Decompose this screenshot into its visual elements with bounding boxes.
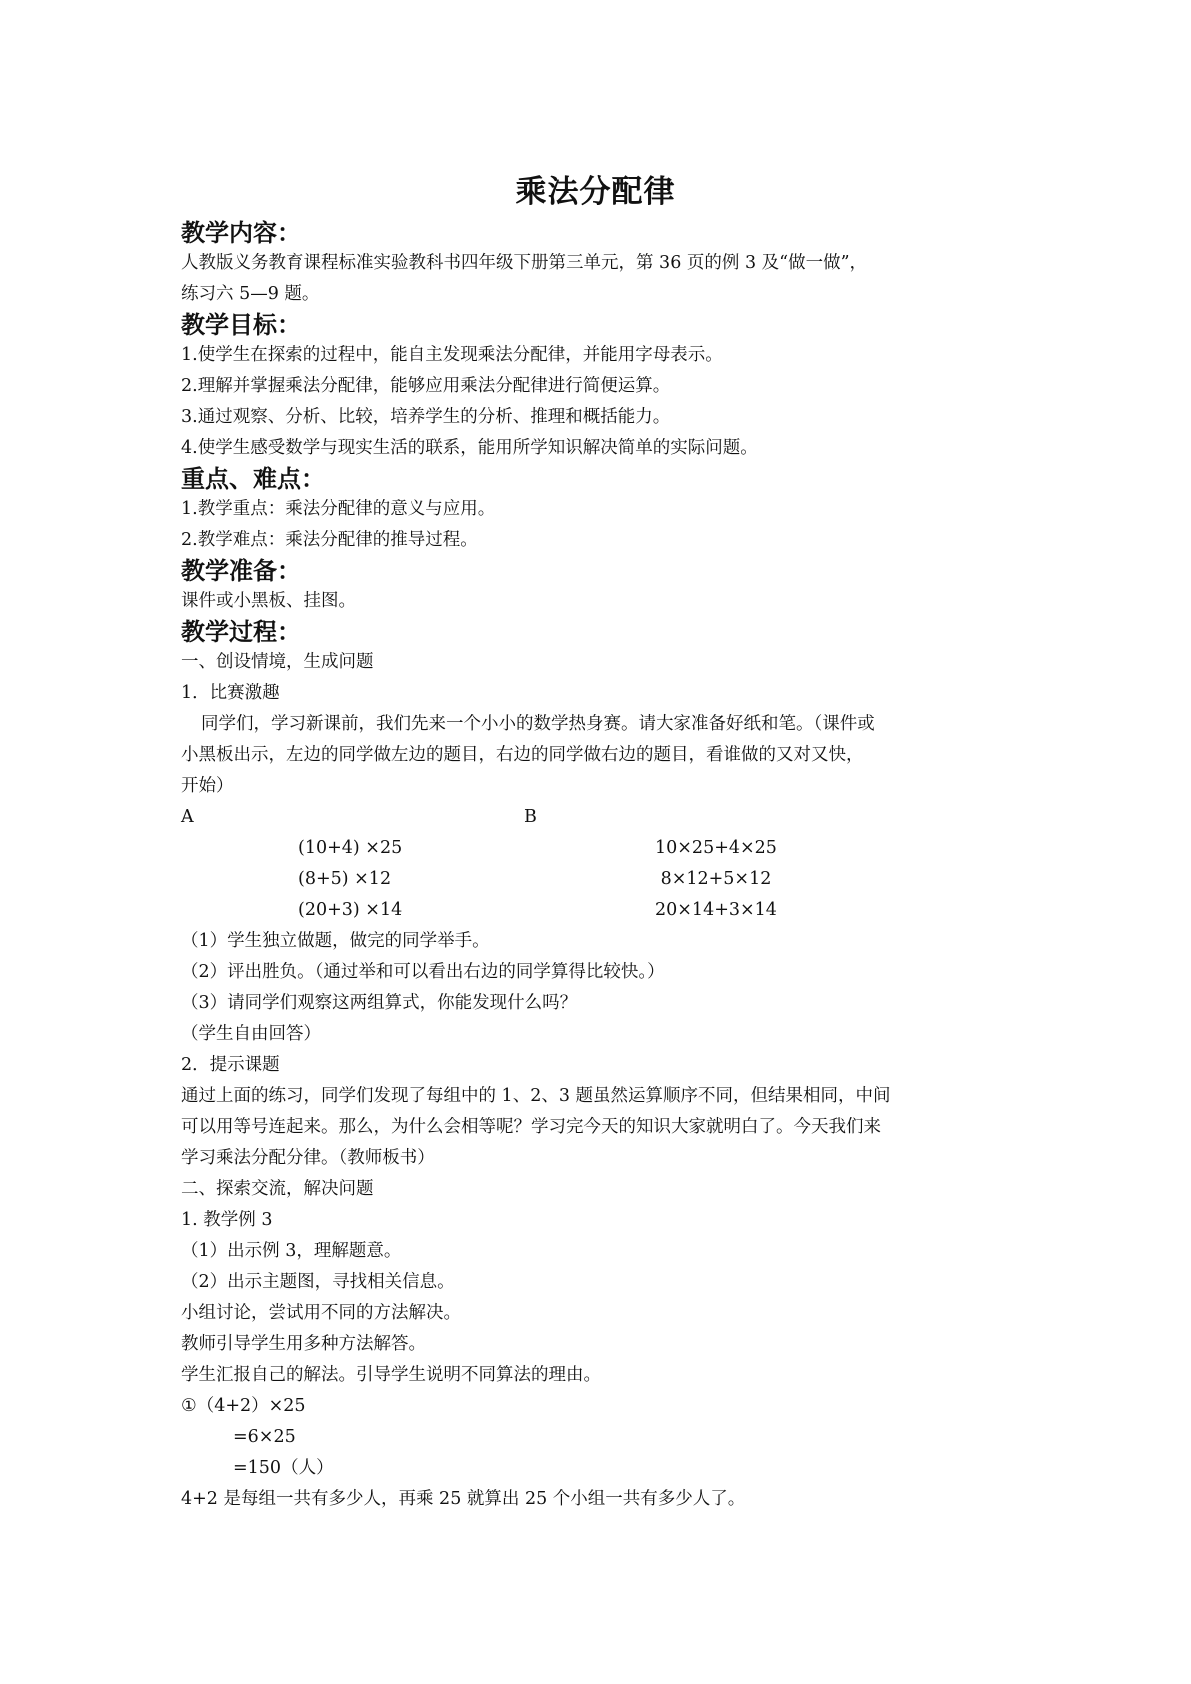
goal-item: 3.通过观察、分析、比较，培养学生的分析、推理和概括能力。: [181, 407, 671, 427]
exercise-b: 10×25+4×25: [655, 838, 777, 858]
heading-preparation: 教学准备：: [181, 557, 301, 585]
heading-process: 教学过程：: [181, 618, 301, 646]
solution-line: ①（4+2）×25: [181, 1396, 306, 1416]
step1-item: （2）评出胜负。（通过举和可以看出右边的同学算得比较快。）: [181, 962, 665, 982]
goal-item: 1.使学生在探索的过程中，能自主发现乘法分配律，并能用字母表示。: [181, 345, 723, 365]
part1-title: 一、创设情境，生成问题: [181, 652, 374, 672]
text-line: 人教版义务教育课程标准实验教科书四年级下册第三单元，第 36 页的例 3 及“做一做”，: [181, 253, 868, 273]
document-body: [181, 218, 1021, 1515]
heading-key-points: 重点、难点：: [181, 465, 325, 493]
goal-item: 2.理解并掌握乘法分配律，能够应用乘法分配律进行简便运算。: [181, 376, 671, 396]
step1-item: （3）请同学们观察这两组算式，你能发现什么吗？: [181, 993, 578, 1013]
step1-item: （1）学生独立做题，做完的同学举手。: [181, 931, 490, 951]
step2-paragraph: 学习乘法分配分律。（教师板书）: [181, 1148, 435, 1168]
exercise-row: [181, 833, 1021, 864]
column-a-label: A: [181, 807, 194, 827]
example-title: 1. 教学例 3: [181, 1210, 273, 1230]
solution-explanation: 4+2 是每组一共有多少人，再乘 25 就算出 25 个小组一共有多少人了。: [181, 1489, 746, 1509]
heading-content: 教学内容：: [181, 219, 301, 247]
step1-paragraph: 小黑板出示，左边的同学做左边的题目，右边的同学做右边的题目，看谁做的又对又快，: [181, 745, 864, 765]
part2-title: 二、探索交流，解决问题: [181, 1179, 374, 1199]
step1-paragraph: 开始）: [181, 776, 234, 796]
goal-item: 4.使学生感受数学与现实生活的联系，能用所学知识解决简单的实际问题。: [181, 438, 758, 458]
example-item: （1）出示例 3，理解题意。: [181, 1241, 402, 1261]
step2-paragraph: 通过上面的练习，同学们发现了每组中的 1、2、3 题虽然运算顺序不同，但结果相同，中间: [181, 1086, 891, 1106]
step1-paragraph: 同学们，学习新课前，我们先来一个小小的数学热身赛。请大家准备好纸和笔。（课件或: [201, 714, 875, 734]
exercise-column-headers: [181, 802, 1021, 833]
exercise-b: 8×12+5×12: [655, 869, 772, 889]
key-point-item: 1.教学重点：乘法分配律的意义与应用。: [181, 499, 496, 519]
page-title: 乘法分配律: [515, 174, 676, 210]
example-item: 小组讨论，尝试用不同的方法解决。: [181, 1303, 461, 1323]
example-item: 教师引导学生用多种方法解答。: [181, 1334, 426, 1354]
exercise-a: (8+5) ×12: [298, 869, 392, 889]
step1-item: （学生自由回答）: [181, 1024, 321, 1044]
text-line: 练习六 5—9 题。: [181, 284, 320, 304]
column-b-label: B: [524, 807, 537, 827]
exercise-row: [181, 895, 1021, 926]
heading-goals: 教学目标：: [181, 311, 301, 339]
example-item: 学生汇报自己的解法。引导学生说明不同算法的理由。: [181, 1365, 601, 1385]
step2-paragraph: 可以用等号连起来。那么，为什么会相等呢？学习完今天的知识大家就明白了。今天我们来: [181, 1117, 881, 1137]
example-item: （2）出示主题图，寻找相关信息。: [181, 1272, 455, 1292]
solution-line: =150（人）: [233, 1458, 334, 1478]
exercise-b: 20×14+3×14: [655, 900, 777, 920]
step1-title: 1．比赛激趣: [181, 683, 280, 703]
key-point-item: 2.教学难点：乘法分配律的推导过程。: [181, 530, 478, 550]
step2-title: 2．提示课题: [181, 1055, 280, 1075]
exercise-a: (10+4) ×25: [298, 838, 403, 858]
solution-line: =6×25: [233, 1427, 296, 1447]
exercise-a: (20+3) ×14: [298, 900, 403, 920]
preparation-text: 课件或小黑板、挂图。: [181, 591, 356, 611]
exercise-row: [181, 864, 1021, 895]
